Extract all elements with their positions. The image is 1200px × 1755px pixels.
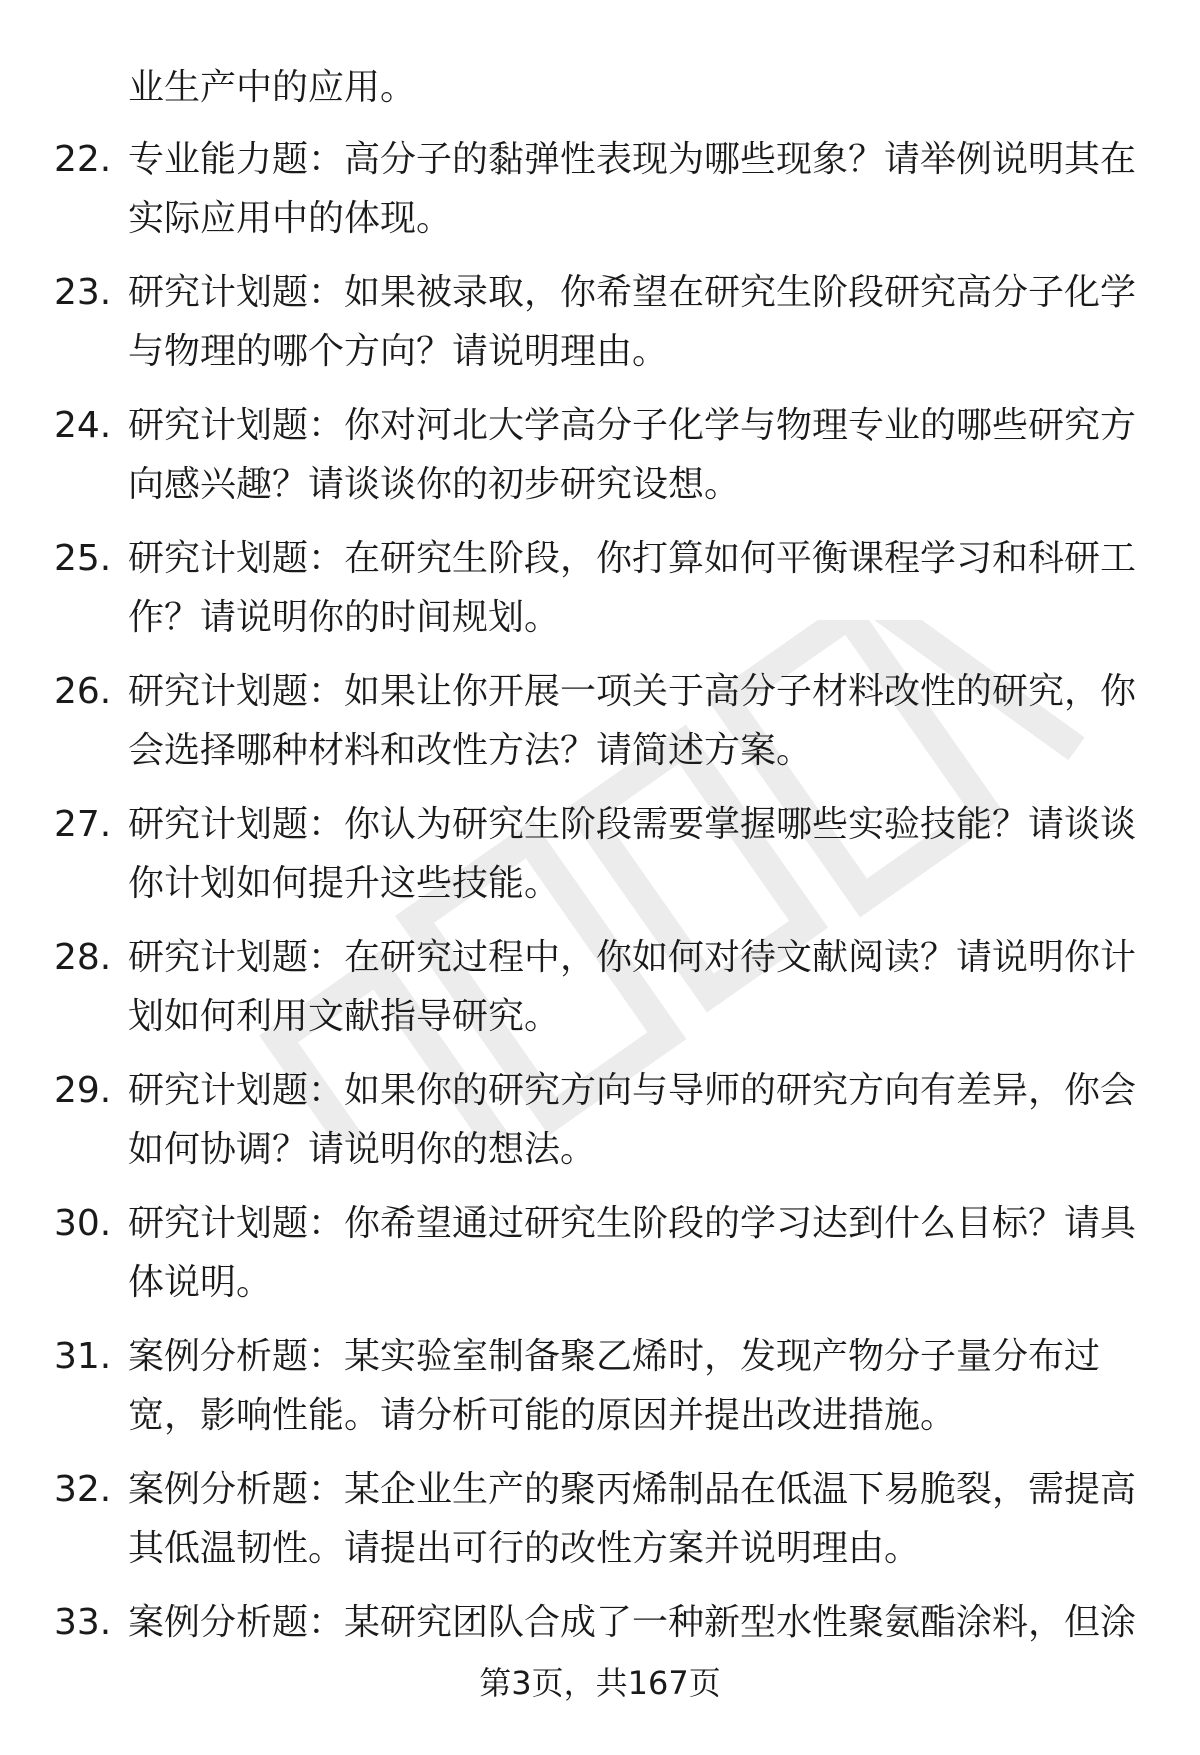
question-text — [128, 396, 1148, 514]
question-text-line: 宽，影响性能。请分析可能的原因并提出改进措施。 — [128, 1395, 957, 1436]
question-text-line: 体说明。 — [128, 1262, 273, 1303]
question-item — [0, 795, 1200, 913]
question-text-line: 研究计划题：你认为研究生阶段需要掌握哪些实验技能？请谈谈 — [128, 804, 1137, 845]
question-number: 28. — [54, 937, 112, 978]
question-text — [128, 928, 1148, 1046]
question-number: 22. — [54, 139, 112, 180]
question-text — [128, 795, 1148, 913]
question-text-line: 研究计划题：如果被录取，你希望在研究生阶段研究高分子化学 — [128, 272, 1137, 313]
question-item — [0, 1327, 1200, 1445]
question-text-line: 案例分析题：某实验室制备聚乙烯时，发现产物分子量分布过 — [128, 1336, 1101, 1377]
question-text-line: 研究计划题：如果让你开展一项关于高分子材料改性的研究，你 — [128, 671, 1137, 712]
question-text — [128, 1194, 1148, 1312]
question-text — [128, 529, 1148, 647]
question-text-line: 会选择哪种材料和改性方法？请简述方案。 — [128, 730, 813, 771]
question-text — [128, 263, 1148, 381]
question-item — [0, 130, 1200, 248]
question-item — [0, 928, 1200, 1046]
question-text-line: 与物理的哪个方向？请说明理由。 — [128, 331, 669, 372]
question-text-line: 向感兴趣？请谈谈你的初步研究设想。 — [128, 464, 741, 505]
question-text-line: 案例分析题：某企业生产的聚丙烯制品在低温下易脆裂，需提高 — [128, 1469, 1137, 1510]
question-number: 27. — [54, 804, 112, 845]
question-text — [128, 1460, 1148, 1578]
question-item — [0, 529, 1200, 647]
question-text-line: 研究计划题：在研究生阶段，你打算如何平衡课程学习和科研工 — [128, 538, 1137, 579]
page-footer: 第3页，共167页 — [479, 1664, 721, 1702]
question-text — [128, 1327, 1148, 1445]
question-text-line: 你计划如何提升这些技能。 — [128, 863, 561, 904]
question-text — [128, 130, 1148, 248]
question-number: 32. — [54, 1469, 112, 1510]
question-text-line: 案例分析题：某研究团队合成了一种新型水性聚氨酯涂料，但涂 — [128, 1602, 1137, 1643]
question-list — [0, 130, 1200, 1726]
question-text-line: 如何协调？请说明你的想法。 — [128, 1129, 597, 1170]
question-text — [128, 1593, 1148, 1652]
question-item — [0, 1061, 1200, 1179]
question-item — [0, 662, 1200, 780]
question-text-line: 作？请说明你的时间规划。 — [128, 597, 561, 638]
question-text — [128, 1061, 1148, 1179]
continuation-text: 业生产中的应用。 — [128, 67, 417, 108]
question-text-line: 研究计划题：你希望通过研究生阶段的学习达到什么目标？请具 — [128, 1203, 1137, 1244]
question-item — [0, 263, 1200, 381]
question-text-line: 研究计划题：你对河北大学高分子化学与物理专业的哪些研究方 — [128, 405, 1137, 446]
question-number: 25. — [54, 538, 112, 579]
question-number: 30. — [54, 1203, 112, 1244]
question-text-line: 研究计划题：如果你的研究方向与导师的研究方向有差异，你会 — [128, 1070, 1137, 1111]
question-text-line: 实际应用中的体现。 — [128, 198, 453, 239]
question-number: 23. — [54, 272, 112, 313]
question-number: 33. — [54, 1602, 112, 1643]
question-number: 26. — [54, 671, 112, 712]
question-text-line: 其低温韧性。请提出可行的改性方案并说明理由。 — [128, 1528, 921, 1569]
question-item — [0, 396, 1200, 514]
question-text-line: 划如何利用文献指导研究。 — [128, 996, 561, 1037]
question-item — [0, 1460, 1200, 1578]
question-item — [0, 1194, 1200, 1312]
question-number: 24. — [54, 405, 112, 446]
question-text-line: 专业能力题：高分子的黏弹性表现为哪些现象？请举例说明其在 — [128, 139, 1137, 180]
question-number: 31. — [54, 1336, 112, 1377]
question-text — [128, 662, 1148, 780]
question-text-line: 研究计划题：在研究过程中，你如何对待文献阅读？请说明你计 — [128, 937, 1137, 978]
question-number: 29. — [54, 1070, 112, 1111]
